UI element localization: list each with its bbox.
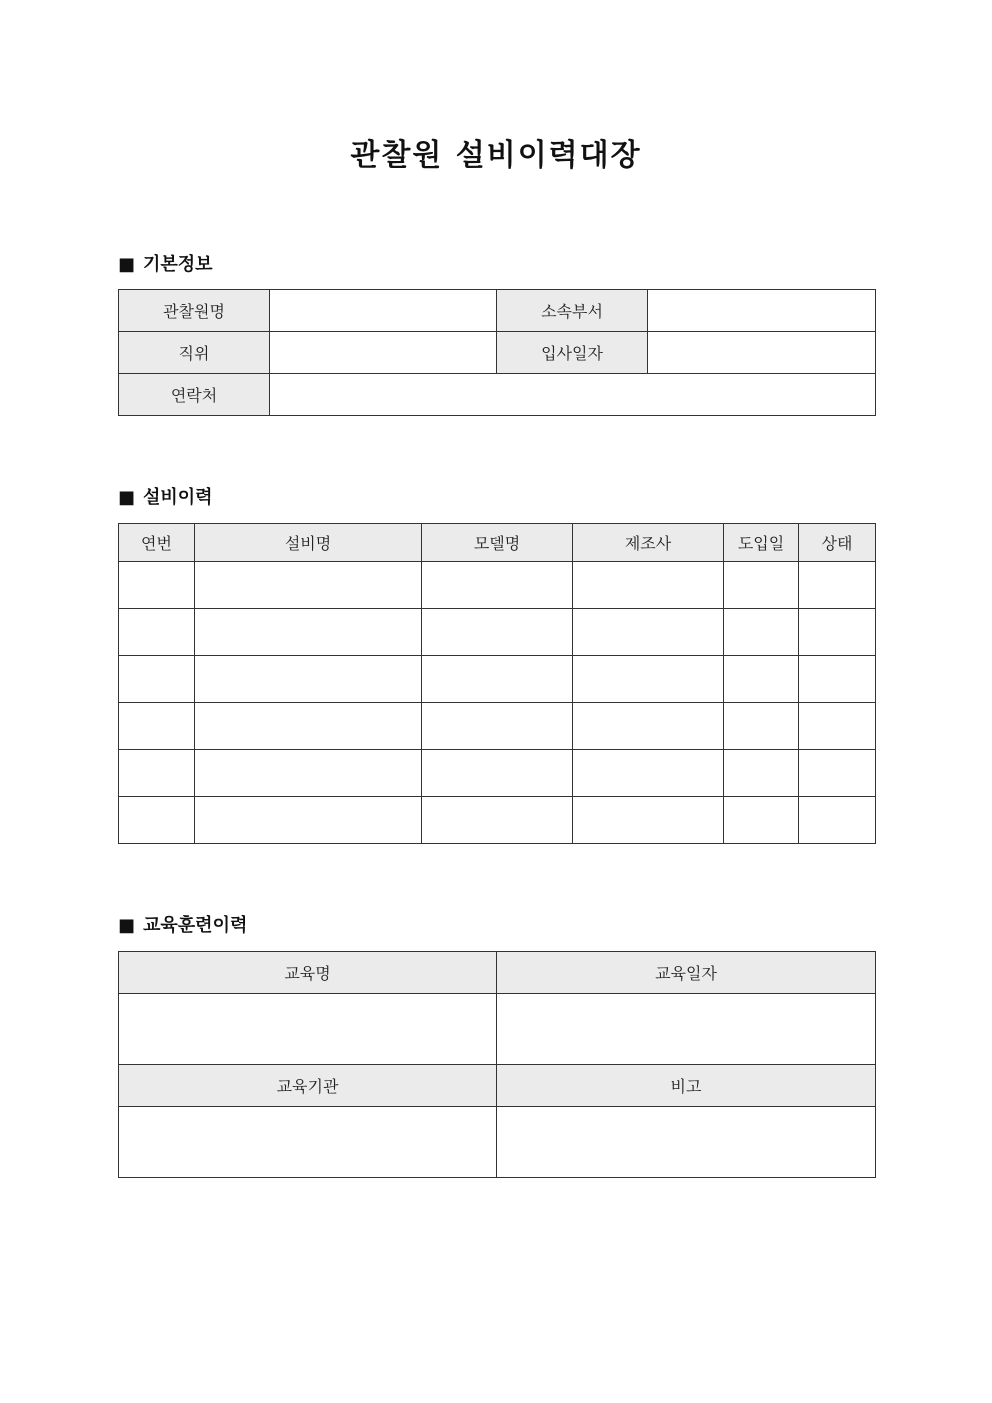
position-label: 직위 [119,332,270,374]
column-header-manufacturer: 제조사 [573,524,724,562]
page-title: 관찰원 설비이력대장 [350,138,642,173]
hire-date-label: 입사일자 [497,332,648,374]
department-label: 소속부서 [497,290,648,332]
table-cell[interactable] [422,656,573,703]
table-cell[interactable] [422,750,573,797]
table-row [119,750,876,797]
column-header-equipment-name: 설비명 [195,524,422,562]
observer-name-label: 관찰원명 [119,290,270,332]
table-cell[interactable] [195,656,422,703]
table-cell[interactable] [195,750,422,797]
table-cell[interactable] [573,797,724,844]
table-cell[interactable] [195,609,422,656]
table-cell[interactable] [724,562,799,609]
course-date-label: 교육일자 [497,952,876,994]
department-field[interactable] [648,290,876,332]
table-cell[interactable] [119,656,195,703]
section-heading-training [118,914,247,938]
institution-label: 교육기관 [119,1065,497,1107]
table-row [119,609,876,656]
square-bullet-icon: ■ [118,487,136,508]
column-header-status: 상태 [799,524,876,562]
section-heading-basic [118,253,213,277]
table-cell[interactable] [573,609,724,656]
remarks-label: 비고 [497,1065,876,1107]
table-cell[interactable] [724,656,799,703]
table-row [119,703,876,750]
table-cell[interactable] [119,703,195,750]
course-name-field[interactable] [119,994,497,1065]
table-cell[interactable] [422,609,573,656]
column-header-intro-date: 도입일 [724,524,799,562]
position-field[interactable] [270,332,497,374]
table-cell[interactable] [724,797,799,844]
table-cell[interactable] [799,750,876,797]
table-cell[interactable] [799,703,876,750]
table-cell[interactable] [195,703,422,750]
square-bullet-icon: ■ [118,254,136,275]
square-bullet-icon: ■ [118,915,136,936]
table-cell[interactable] [195,562,422,609]
column-header-model-name: 모델명 [422,524,573,562]
section-title-basic: 기본정보 [143,254,213,275]
table-cell[interactable] [724,750,799,797]
training-history-table [118,951,876,1178]
table-row [119,797,876,844]
table-cell[interactable] [422,562,573,609]
table-cell[interactable] [573,562,724,609]
table-cell[interactable] [724,703,799,750]
hire-date-field[interactable] [648,332,876,374]
table-cell[interactable] [422,703,573,750]
contact-label: 연락처 [119,374,270,416]
table-cell[interactable] [799,656,876,703]
table-row [119,562,876,609]
section-title-training: 교육훈련이력 [143,915,248,936]
table-cell[interactable] [573,750,724,797]
table-cell[interactable] [195,797,422,844]
section-heading-equipment [118,486,213,510]
table-row [119,656,876,703]
table-cell[interactable] [119,797,195,844]
institution-field[interactable] [119,1107,497,1178]
table-cell[interactable] [119,562,195,609]
table-cell[interactable] [573,703,724,750]
table-cell[interactable] [724,609,799,656]
table-cell[interactable] [799,609,876,656]
table-cell[interactable] [799,797,876,844]
course-date-field[interactable] [497,994,876,1065]
table-cell[interactable] [422,797,573,844]
table-cell[interactable] [119,750,195,797]
remarks-field[interactable] [497,1107,876,1178]
table-cell[interactable] [799,562,876,609]
course-name-label: 교육명 [119,952,497,994]
basic-info-table [118,289,876,416]
section-title-equipment: 설비이력 [143,487,213,508]
equipment-history-table [118,523,876,844]
table-cell[interactable] [573,656,724,703]
column-header-serial: 연번 [119,524,195,562]
observer-name-field[interactable] [270,290,497,332]
contact-field[interactable] [270,374,876,416]
table-cell[interactable] [119,609,195,656]
